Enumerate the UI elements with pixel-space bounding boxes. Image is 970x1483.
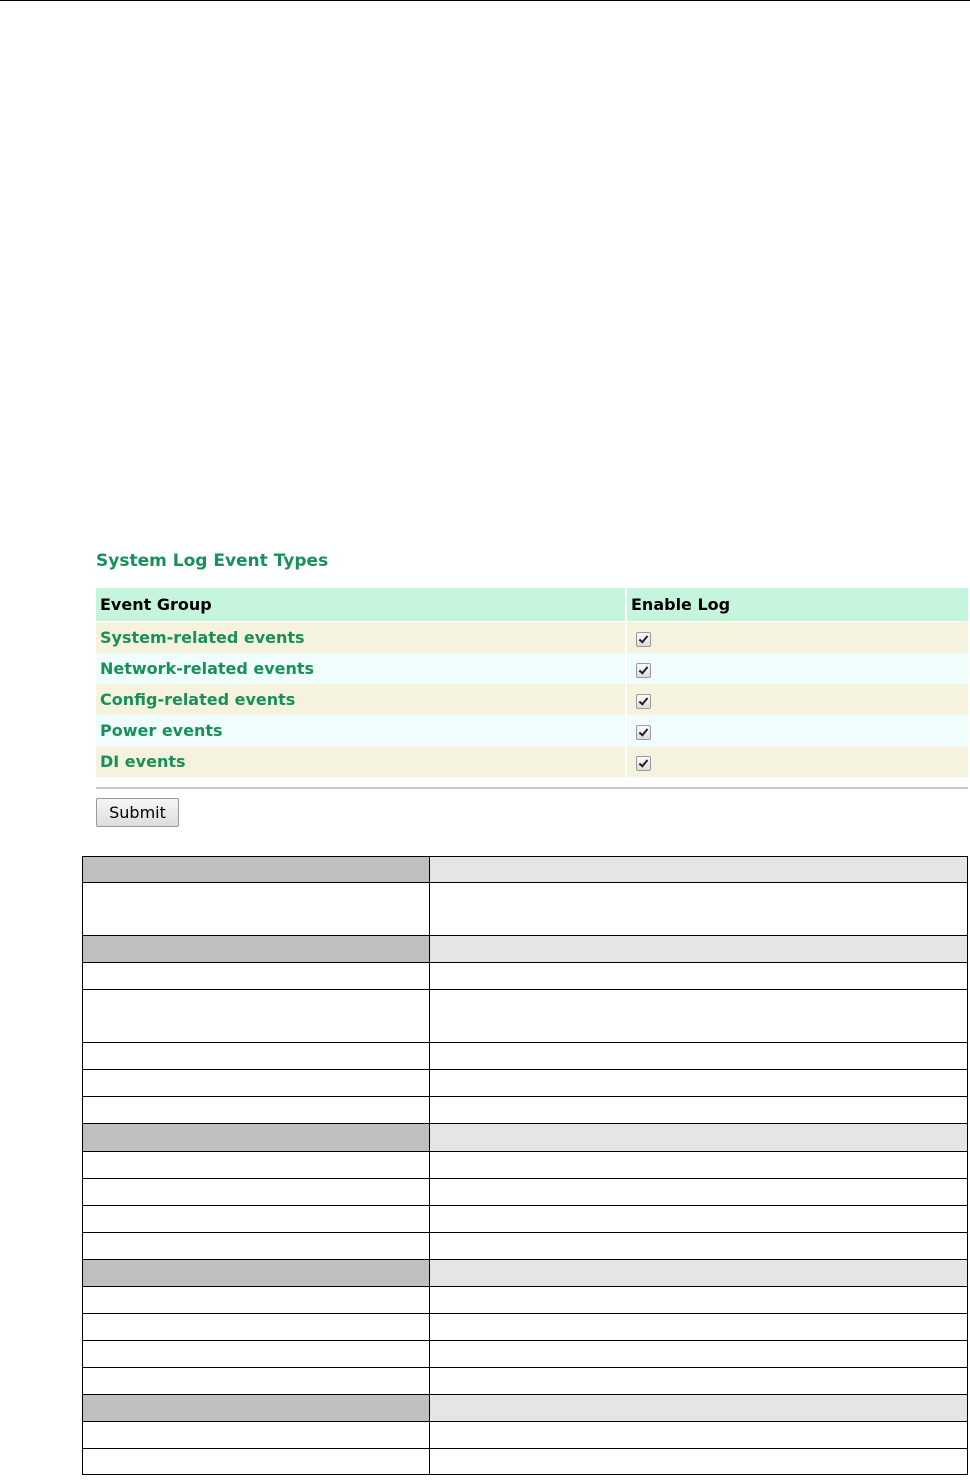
table-row	[83, 1152, 968, 1179]
table-row	[83, 1368, 968, 1395]
divider	[96, 787, 968, 789]
enable-log-checkbox-system[interactable]	[636, 632, 651, 647]
table-row	[83, 1449, 968, 1475]
event-group-label: DI events	[96, 746, 627, 777]
table-row	[83, 1314, 968, 1341]
event-types-table	[96, 588, 968, 777]
table-row	[83, 1422, 968, 1449]
event-group-label: Network-related events	[96, 653, 627, 684]
table-row	[96, 746, 968, 777]
table-section-header	[83, 1395, 968, 1422]
table-section-header	[83, 1124, 968, 1152]
enable-log-checkbox-power[interactable]	[636, 725, 651, 740]
table-row	[96, 715, 968, 746]
table-section-header	[83, 1260, 968, 1287]
table-row	[83, 990, 968, 1043]
reference-table	[82, 856, 968, 1475]
enable-log-checkbox-di[interactable]	[636, 756, 651, 771]
system-log-panel	[96, 549, 968, 827]
table-row	[83, 1179, 968, 1206]
table-row	[83, 1043, 968, 1070]
event-group-label: System-related events	[96, 622, 627, 653]
page-header-rule	[0, 0, 970, 1]
submit-button[interactable]: Submit	[96, 798, 179, 827]
table-row	[83, 963, 968, 990]
enable-log-checkbox-config[interactable]	[636, 694, 651, 709]
table-row	[83, 1206, 968, 1233]
column-header-enable-log: Enable Log	[627, 588, 968, 622]
event-group-label: Power events	[96, 715, 627, 746]
column-header-event-group: Event Group	[96, 588, 627, 622]
event-group-label: Config-related events	[96, 684, 627, 715]
table-section-header	[83, 857, 968, 883]
table-row	[96, 622, 968, 653]
panel-title: System Log Event Types	[96, 551, 329, 571]
table-header-row	[96, 588, 968, 622]
table-row	[83, 1070, 968, 1097]
table-row	[83, 1097, 968, 1124]
table-section-header	[83, 936, 968, 963]
table-row	[83, 883, 968, 936]
table-row	[96, 653, 968, 684]
table-row	[96, 684, 968, 715]
table-row	[83, 1287, 968, 1314]
table-row	[83, 1233, 968, 1260]
enable-log-checkbox-network[interactable]	[636, 663, 651, 678]
table-row	[83, 1341, 968, 1368]
